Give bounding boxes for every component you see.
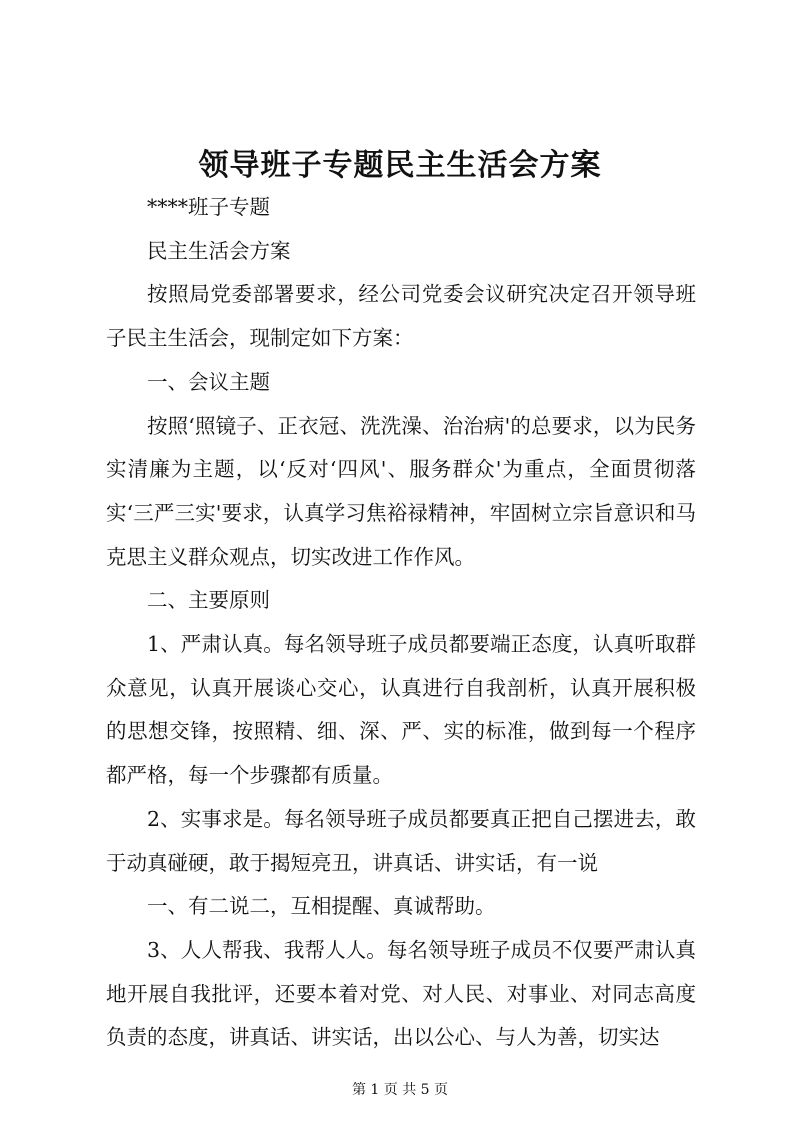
document-title: 领导班子专题民主生活会方案 bbox=[198, 148, 602, 183]
section-heading: 二、主要原则 bbox=[147, 588, 270, 613]
paragraph: 按照‘照镜子、正衣冠、洗洗澡、治治病'的总要求，以为民务实清廉为主题，以‘反对‘四风'、服务群众'为重点，全面贯彻落实‘三严三实'要求，认真学习焦裕禄精神，牢固树立宗旨意识和马克思主义群众观点，切实改进工作作风。 bbox=[106, 413, 696, 569]
paragraph: 一、有二说二，互相提醒、真诚帮助。 bbox=[147, 894, 496, 919]
paragraph: 按照局党委部署要求，经公司党委会议研究决定召开领导班子民主生活会，现制定如下方案： bbox=[106, 282, 696, 351]
paragraph: 1、严肃认真。每名领导班子成员都要端正态度，认真听取群众意见，认真开展谈心交心，认真进行自我剖析，认真开展积极的思想交锋，按照精、细、深、严、实的标准，做到每一个程序都严格，每一个步骤都有质量。 bbox=[106, 632, 696, 788]
paragraph: 民主生活会方案 bbox=[147, 238, 291, 263]
paragraph: 2、实事求是。每名领导班子成员都要真正把自己摆进去，敢于动真碰硬，敢于揭短亮丑，讲真话、讲实话，有一说 bbox=[106, 806, 696, 875]
document-body bbox=[106, 186, 696, 1060]
page-footer: 第 1 页 共 5 页 bbox=[351, 1082, 449, 1098]
paragraph: ****班子专题 bbox=[147, 195, 270, 219]
section-heading: 一、会议主题 bbox=[147, 369, 270, 394]
paragraph: 3、人人帮我、我帮人人。每名领导班子成员不仅要严肃认真地开展自我批评，还要本着对党、对人民、对事业、对同志高度负责的态度，讲真话、讲实话，出以公心、与人为善，切实达 bbox=[106, 937, 696, 1050]
